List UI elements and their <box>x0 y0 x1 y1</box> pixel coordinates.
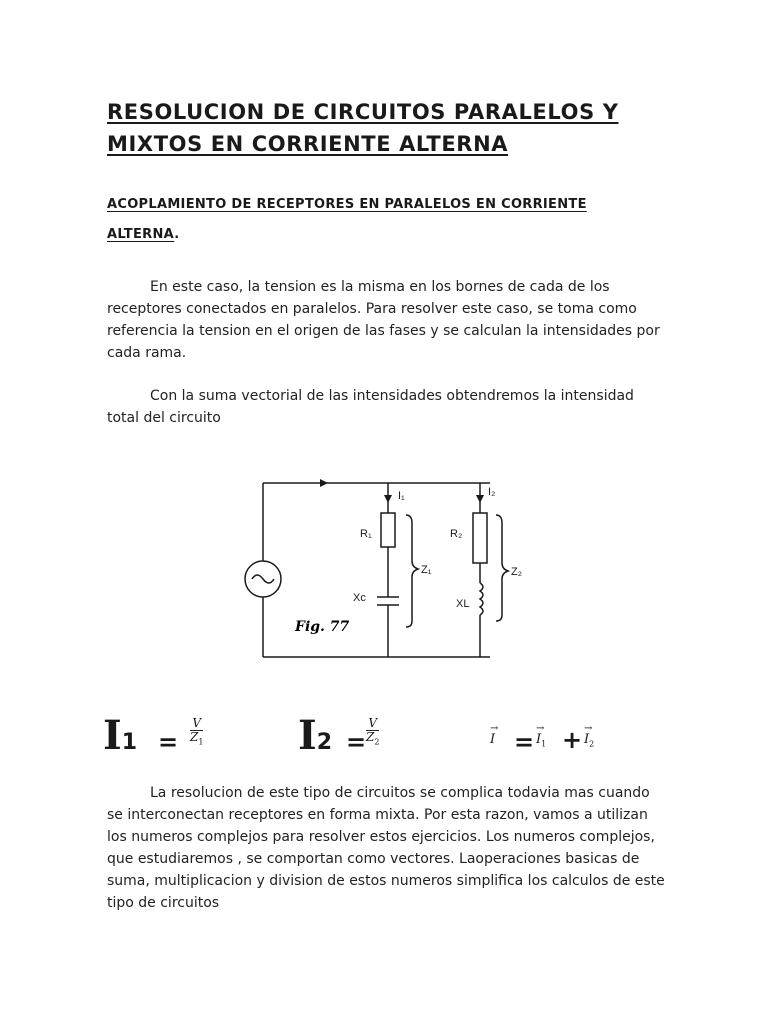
formula-total <box>490 723 499 747</box>
formula-total-lhs <box>490 723 499 747</box>
vector-arrow: → <box>536 723 545 734</box>
formula-i1-letter: I <box>103 712 122 759</box>
paragraph-3-text: La resolucion de este tipo de circuitos se complica todavia mas cuando se interconectan receptores en forma mixta. Por esta razon, vamos a utilizan los numeros complejos para resolver estos ejercicios. Los numeros complejos, que estudiaremos , se comportan como vectores. Laoperaciones basicas de suma, multiplicacion y division de estos numeros simplifica los calculos de este tipo de circuitos <box>107 785 665 911</box>
paragraph-2-text: Con la suma vectorial de las intensidades obtendremos la intensidad total del circuito <box>107 388 634 426</box>
paragraph-1 <box>107 276 667 364</box>
formula-total-lhs-letter: I <box>490 732 496 747</box>
title-line-1: RESOLUCION DE CIRCUITOS PARALELOS Y <box>107 100 619 124</box>
label-xc: Xc <box>353 592 366 604</box>
label-z1: Z₁ <box>421 564 432 576</box>
section-heading-period: . <box>174 227 180 242</box>
formula-total-term-2-sub: 2 <box>589 739 595 749</box>
vector-arrow: → <box>584 723 593 734</box>
title-line-2: MIXTOS EN CORRIENTE ALTERNA <box>107 132 509 156</box>
label-z2: Z₂ <box>511 566 522 578</box>
label-r1: R₁ <box>360 528 372 540</box>
formula-total-equals: = <box>514 728 535 756</box>
paragraph-2 <box>107 385 667 429</box>
circuit-diagram <box>230 465 530 665</box>
formula-i2 <box>298 712 332 759</box>
formula-i2-letter: I <box>298 712 317 759</box>
paragraph-1-text: En este caso, la tension es la misma en los bornes de cada de los receptores conectados en paralelos. Para resolver este caso, se toma como referencia la tension en el origen de las fases y se calculan la intensidades por cada rama. <box>107 279 660 361</box>
formula-i2-fraction <box>366 717 379 748</box>
document-title <box>107 96 707 160</box>
formula-i2-equals: = <box>346 728 367 756</box>
formula-total-term-1 <box>536 723 547 749</box>
label-xl: XL <box>456 598 470 610</box>
label-r2: R₂ <box>450 528 463 540</box>
formula-total-term-2 <box>584 723 595 749</box>
formula-i1-sub: 1 <box>121 730 138 755</box>
label-i2: I₂ <box>488 486 496 498</box>
formula-i1-numerator: V <box>192 716 202 730</box>
formula-i1 <box>103 712 137 759</box>
formula-total-term-1-sub: 1 <box>541 739 547 749</box>
formula-total-plus: + <box>562 726 583 754</box>
formula-total-term-1-letter: I <box>536 732 542 747</box>
formula-i1-equals: = <box>158 728 179 756</box>
formula-total-term-2-letter: I <box>584 732 590 747</box>
section-heading-line-1: ACOPLAMIENTO DE RECEPTORES EN PARALELOS EN CORRIENTE <box>107 197 587 212</box>
formula-i2-numerator: V <box>368 716 378 730</box>
circuit-figure <box>230 465 530 669</box>
formula-i1-denominator: Z <box>190 730 199 744</box>
formula-i1-denominator-sub: 1 <box>198 737 204 747</box>
formula-i1-fraction <box>190 717 203 748</box>
figure-caption: Fig. 77 <box>295 619 350 635</box>
section-heading <box>107 190 667 250</box>
label-i1: I₁ <box>398 490 405 502</box>
formula-i2-denominator-sub: 2 <box>374 737 380 747</box>
section-heading-line-2: ALTERNA <box>107 227 175 242</box>
formula-i2-denominator: Z <box>366 730 375 744</box>
paragraph-3 <box>107 782 667 914</box>
formula-i2-sub: 2 <box>316 730 333 755</box>
vector-arrow: → <box>490 723 499 734</box>
